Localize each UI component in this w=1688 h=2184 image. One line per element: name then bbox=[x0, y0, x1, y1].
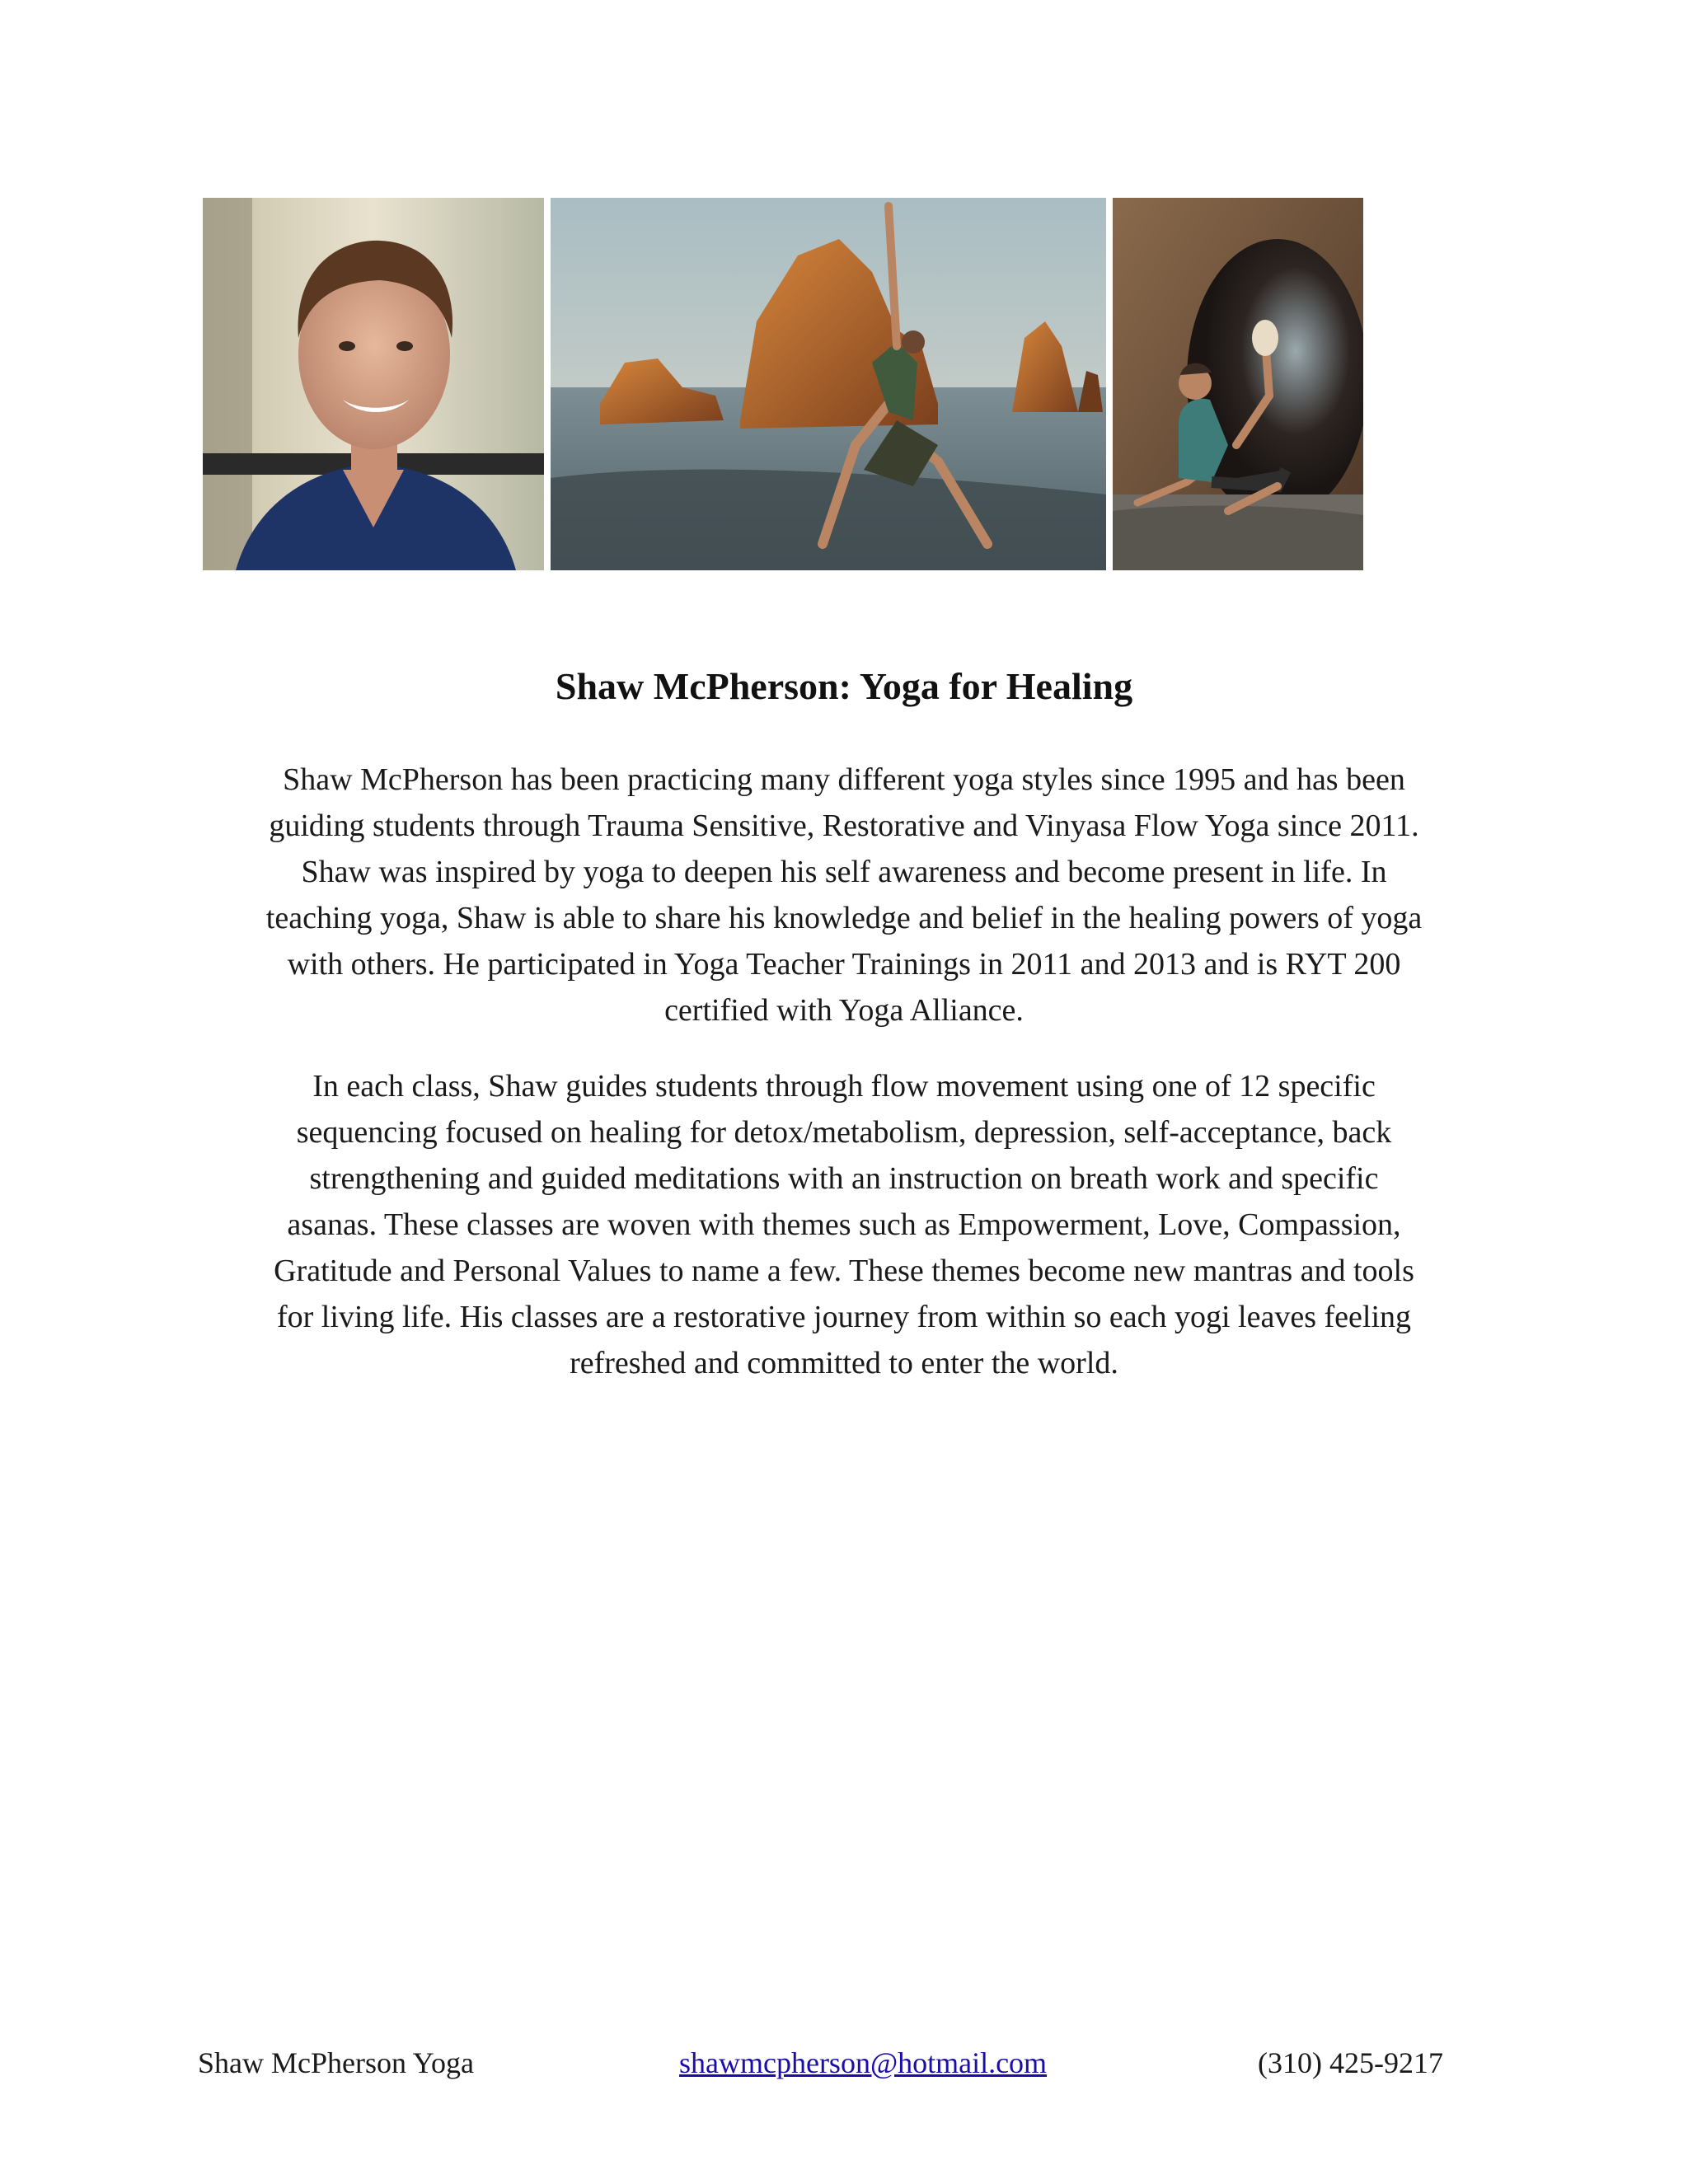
bio-line: Shaw McPherson has been practicing many different yoga styles since 1995 and has been bbox=[283, 762, 1405, 797]
bio-line: teaching yoga, Shaw is able to share his knowledge and belief in the healing powers of yoga bbox=[265, 901, 1423, 935]
bio-line: with others. He participated in Yoga Teacher Trainings in 2011 and 2013 and is RYT 200 bbox=[287, 947, 1401, 982]
bio-line: guiding students through Trauma Sensitive, Restorative and Vinyasa Flow Yoga since 2011. bbox=[269, 808, 1419, 843]
class-line: sequencing focused on healing for detox/metabolism, depression, self-acceptance, back bbox=[296, 1115, 1392, 1150]
bio-paragraph bbox=[196, 757, 1492, 1033]
portrait-photo bbox=[203, 198, 544, 570]
class-line: In each class, Shaw guides students through flow movement using one of 12 specific bbox=[312, 1069, 1376, 1104]
beach-yoga-photo bbox=[551, 198, 1106, 570]
class-description-paragraph bbox=[196, 1063, 1492, 1386]
page-title: Shaw McPherson: Yoga for Healing bbox=[555, 665, 1133, 707]
footer-email-link[interactable]: shawmcpherson@hotmail.com bbox=[679, 2046, 1048, 2079]
footer bbox=[0, 2046, 1688, 2087]
class-line: strengthening and guided meditations with an instruction on breath work and specific bbox=[309, 1161, 1379, 1196]
class-line: Gratitude and Personal Values to name a few. These themes become new mantras and tools bbox=[274, 1254, 1414, 1288]
class-line: refreshed and committed to enter the world. bbox=[570, 1346, 1118, 1380]
class-line: for living life. His classes are a restorative journey from within so each yogi leaves feeling bbox=[277, 1300, 1411, 1334]
footer-business-name: Shaw McPherson Yoga bbox=[198, 2046, 475, 2079]
class-line: asanas. These classes are woven with themes such as Empowerment, Love, Compassion, bbox=[287, 1207, 1401, 1242]
cave-yoga-photo bbox=[1113, 198, 1363, 570]
footer-phone: (310) 425-9217 bbox=[1258, 2046, 1443, 2079]
bio-line: certified with Yoga Alliance. bbox=[664, 993, 1024, 1028]
bio-line: Shaw was inspired by yoga to deepen his self awareness and become present in life. In bbox=[301, 855, 1387, 889]
